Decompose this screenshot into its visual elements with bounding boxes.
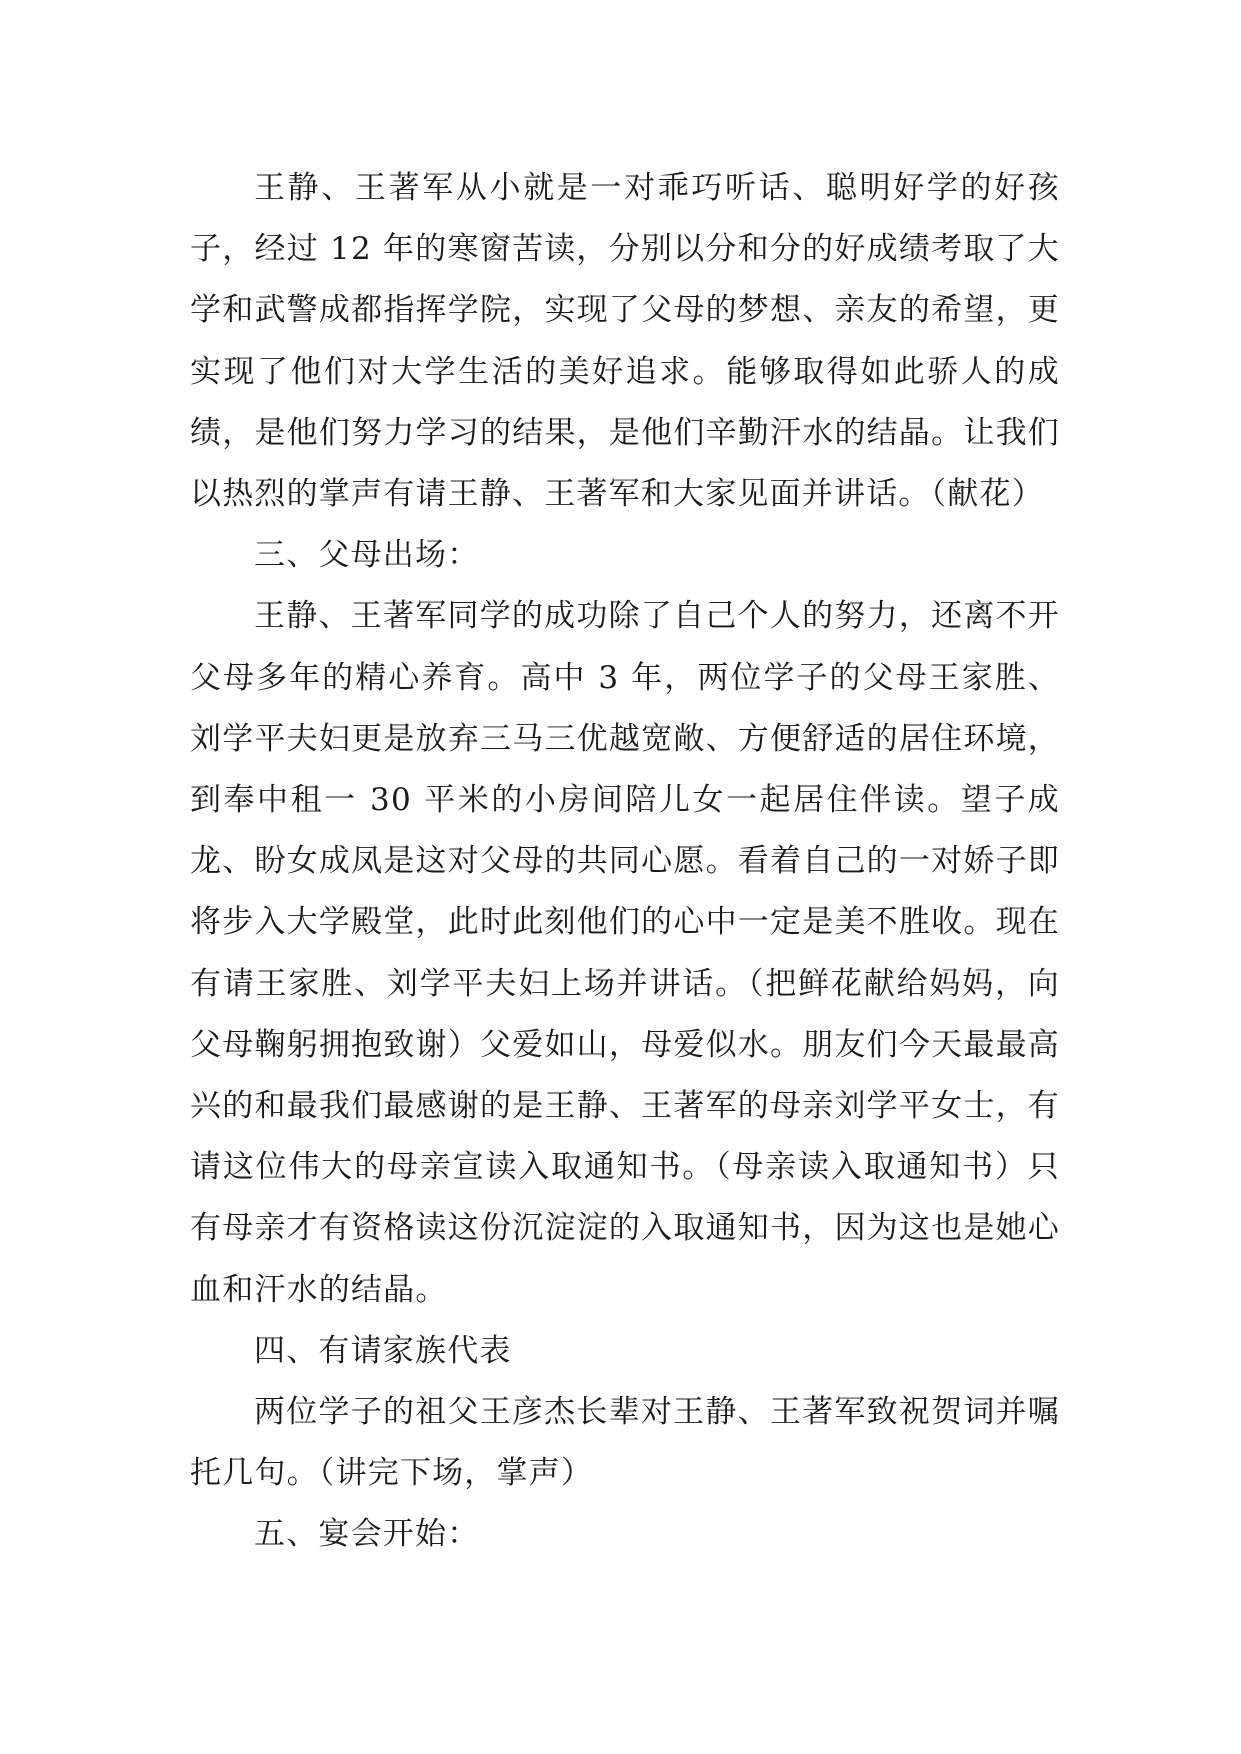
document-body xyxy=(190,158,1060,1566)
paragraph-parents: 王静、王著军同学的成功除了自己个人的努力，还离不开父母多年的精心养育。高中 3 年，两位学子的父母王家胜、刘学平夫妇更是放弃三马三优越宽敞、方便舒适的居住环境，到奉中租一 30 平米的小房间陪儿女一起居住伴读。望子成龙、盼女成凤是这对父母的共同心愿。看着自己的一对娇子即将步入大学殿堂，此时此刻他们的心中一定是美不胜收。现在有请王家胜、刘学平夫妇上场并讲话。（把鲜花献给妈妈，向父母鞠躬拥抱致谢）父爱如山，母爱似水。朋友们今天最最高兴的和最我们最感谢的是王静、王著军的母亲刘学平女士，有请这位伟大的母亲宣读入取通知书。（母亲读入取通知书）只有母亲才有资格读这份沉淀淀的入取通知书，因为这也是她心血和汗水的结晶。 xyxy=(190,598,1060,1308)
paragraph-introduction: 王静、王著军从小就是一对乖巧听话、聪明好学的好孩子，经过 12 年的寒窗苦读，分别以分和分的好成绩考取了大学和武警成都指挥学院，实现了父母的梦想、亲友的希望，更实现了他们对大学生活的美好追求。能够取得如此骄人的成绩，是他们努力学习的结果，是他们辛勤汗水的结晶。让我们以热烈的掌声有请王静、王著军和大家见面并讲话。（献花） xyxy=(190,170,1060,513)
section-heading-parents: 三、父母出场： xyxy=(254,537,480,574)
paragraph-grandfather: 两位学子的祖父王彦杰长辈对王静、王著军致祝贺词并嘱托几句。（讲完下场，掌声） xyxy=(190,1394,1060,1492)
section-heading-banquet: 五、宴会开始： xyxy=(254,1516,480,1553)
section-heading-family-representative: 四、有请家族代表 xyxy=(254,1332,512,1369)
